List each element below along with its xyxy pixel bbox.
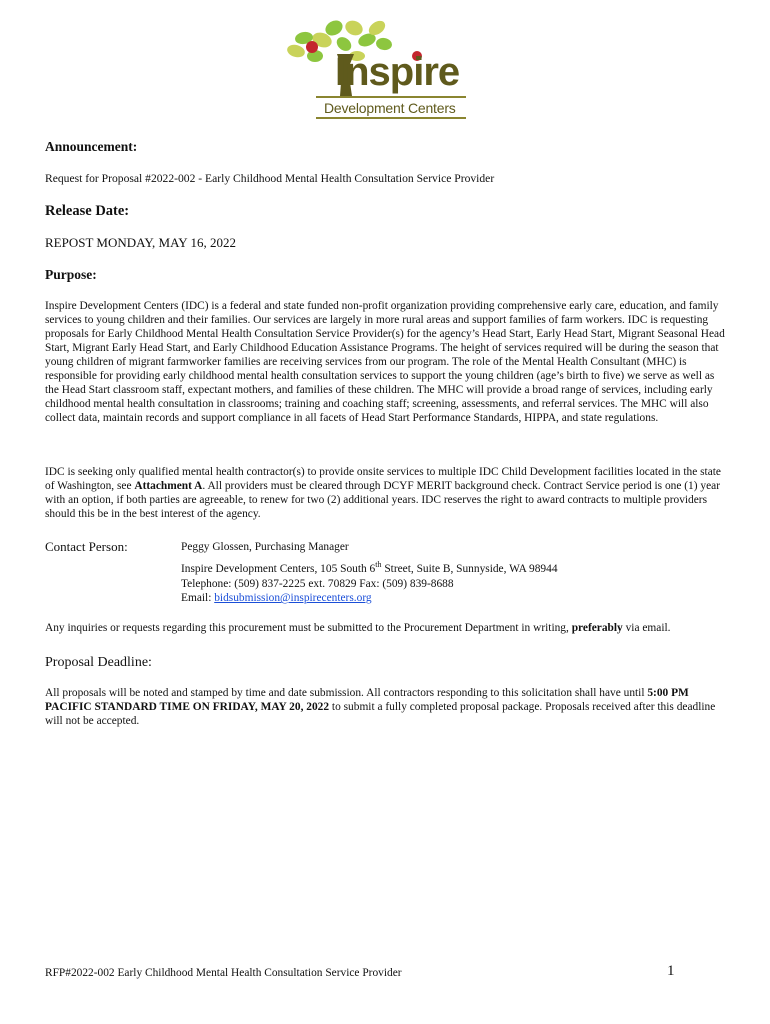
purpose-paragraph xyxy=(45,299,730,425)
release-date: REPOST MONDAY, MAY 16, 2022 xyxy=(45,235,236,250)
purpose-paragraph-2 xyxy=(45,465,730,521)
deadline-heading: Proposal Deadline: xyxy=(45,655,152,670)
release-heading: Release Date: xyxy=(45,203,130,219)
purpose-text: Inspire Development Centers (IDC) is a federal and state funded non-profit organization providing comprehensive early care, education, and family services to young children and their families. Our services are largely in more rural areas and support families of farm workers. IDC is requesting proposals for Early Childhood Mental Health Consultation Service Provider(s) for the agency’s Head Start, Early Head Start, Migrant Seasonal Head Start, Migrant Early Head Start, and Early Childhood Education Assistance Programs. The height of services required will be during the season that young children of migrant farmworker families are receiving services from our program. The role of the Mental Health Consultant (MHC) is responsible for providing early childhood mental health consultation services to support the young children (age’s birth to five) we serve as well as the Head Start classroom staff, expectant mothers, and families of these children. The MHC will provide a broad range of services, including early childhood mental health consultation in classrooms; training and coaching staff; screening, assessments, and referral services. The MHC will also collect data, maintain records and support compliance in all facets of Head Start Performance Standards, HIPPA, and state regulations. xyxy=(45,300,725,424)
contact-address: Inspire Development Centers, 105 South 6th Street, Suite B, Sunnyside, WA 98944 xyxy=(181,560,558,575)
deadline-time: 5:00 PM PACIFIC STANDARD TIME ON FRIDAY, MAY 20, 2022 xyxy=(45,687,689,713)
contact-name: Peggy Glossen, Purchasing Manager xyxy=(181,541,349,553)
contact-phone: Telephone: (509) 837-2225 ext. 70829 Fax: (509) 839-8688 xyxy=(181,578,454,590)
logo-tagline: Development Centers xyxy=(324,100,456,116)
deadline-paragraph xyxy=(45,686,730,728)
footer-text: RFP#2022-002 Early Childhood Mental Health Consultation Service Provider xyxy=(45,967,402,979)
announcement-heading: Announcement: xyxy=(45,139,138,154)
scope-text: IDC is seeking only qualified mental health contractor(s) to provide onsite services to multiple IDC Child Development facilities located in the state of Washington, see Attachment A. All providers must be cleared through DCYF MERIT background check. Contract Service period is one (1) year with an option, if both parties are agreeable, to renew for two (2) additional years. IDC reserves the right to award contracts to multiple providers should this be in the best interest of the agency. xyxy=(45,466,721,520)
attachment-reference: Attachment A xyxy=(134,480,203,492)
page-number: 1 xyxy=(667,963,675,979)
purpose-heading: Purpose: xyxy=(45,267,97,282)
logo-rule-top xyxy=(316,96,466,98)
contact-email-line: Email: bidsubmission@inspirecenters.org xyxy=(181,592,372,604)
contact-label: Contact Person: xyxy=(45,539,128,554)
logo-wordmark: Inspire xyxy=(335,50,460,94)
email-link[interactable]: bidsubmission@inspirecenters.org xyxy=(214,592,372,604)
deadline-text: All proposals will be noted and stamped by time and date submission. All contractors responding to this solicitation shall have until 5:00 PM PACIFIC STANDARD TIME ON FRIDAY, MAY 20, 2022 to submit a fully completed proposal package. Proposals received after this deadline will not be accepted. xyxy=(45,687,716,727)
inquiries-text: Any inquiries or requests regarding this procurement must be submitted to the Procurement Department in writing, preferably via email. xyxy=(45,622,671,634)
logo-rule-bottom xyxy=(316,117,466,119)
announcement-text: Request for Proposal #2022-002 - Early Childhood Mental Health Consultation Service Provider xyxy=(45,172,495,185)
